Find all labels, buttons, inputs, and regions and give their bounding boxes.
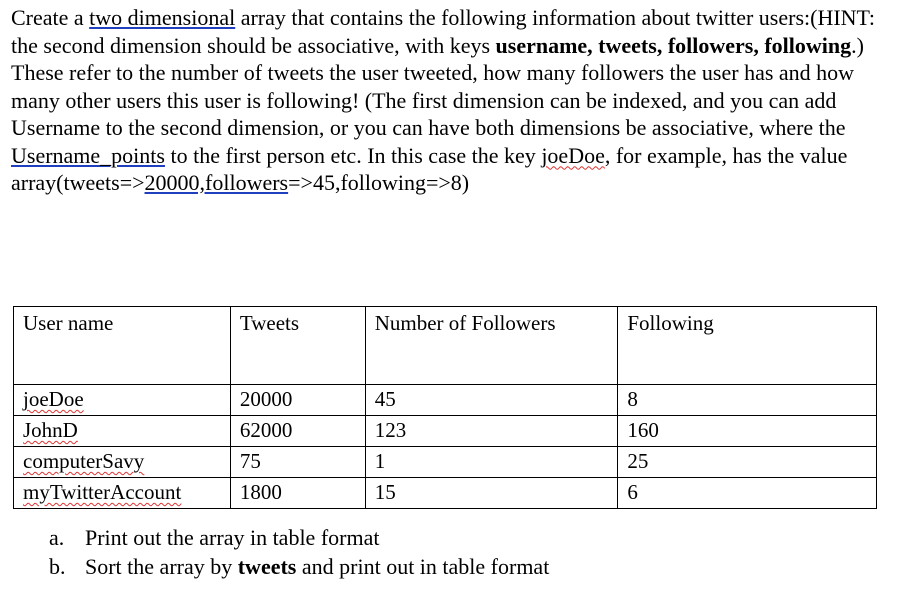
header-following: Following [618, 307, 877, 385]
cell-followers: 45 [365, 385, 618, 416]
username-text: joeDoe [23, 387, 84, 411]
cell-tweets: 20000 [230, 385, 365, 416]
cell-username [14, 447, 231, 478]
username-text: myTwitterAccount [23, 480, 182, 504]
para-seg: Create a [11, 5, 90, 30]
para-seg-spell: joeDoe [541, 142, 605, 168]
cell-username [14, 416, 231, 447]
users-table [13, 306, 877, 509]
task-marker: a. [49, 525, 65, 550]
task-list [49, 523, 549, 581]
instruction-paragraph [11, 4, 891, 197]
para-seg: .) These refer to the number of tweets the user tweeted, how many followers the user has and how many other users this user is following! (The first dimension can be indexed, and you can add Username to the second dimension, or you can have both dimensions be associative, where the [11, 32, 864, 140]
task-item-a [49, 523, 549, 552]
task-marker: b. [49, 554, 66, 579]
cell-following: 6 [618, 478, 877, 509]
cell-followers: 123 [365, 416, 618, 447]
header-username: User name [14, 307, 231, 385]
cell-following: 160 [618, 416, 877, 447]
table-row [14, 416, 877, 447]
cell-username [14, 478, 231, 509]
cell-username [14, 385, 231, 416]
header-followers: Number of Followers [365, 307, 618, 385]
cell-followers: 15 [365, 478, 618, 509]
task-text-bold: tweets [237, 554, 297, 579]
task-text: Print out the array in table format [85, 525, 380, 550]
para-seg-link: Username_points [11, 142, 165, 168]
para-seg: array that contains the following information about twitter users:(HINT: the second dimension should be associative, with keys [11, 5, 876, 58]
table-header-row [14, 307, 877, 385]
para-seg-link: two dimensional [89, 5, 236, 30]
username-text: JohnD [23, 418, 78, 442]
cell-following: 25 [618, 447, 877, 478]
task-item-b [49, 552, 549, 581]
cell-following: 8 [618, 385, 877, 416]
username-text: computerSavy [23, 449, 145, 473]
task-text: Sort the array by [85, 554, 238, 579]
header-tweets: Tweets [230, 307, 365, 385]
para-seg: to the first person etc. In this case the key [164, 142, 542, 168]
table-row [14, 385, 877, 416]
cell-followers: 1 [365, 447, 618, 478]
table-row [14, 447, 877, 478]
task-text: and print out in table format [296, 554, 550, 579]
para-seg: =>45,following=>8) [288, 170, 470, 195]
cell-tweets: 62000 [230, 416, 365, 447]
para-seg-bold: username, tweets, followers, following [495, 32, 852, 58]
cell-tweets: 75 [230, 447, 365, 478]
para-seg: , for example, has the value array(tweets=> [11, 142, 848, 195]
cell-tweets: 1800 [230, 478, 365, 509]
table-row [14, 478, 877, 509]
para-seg-link: 20000,followers [144, 170, 289, 195]
